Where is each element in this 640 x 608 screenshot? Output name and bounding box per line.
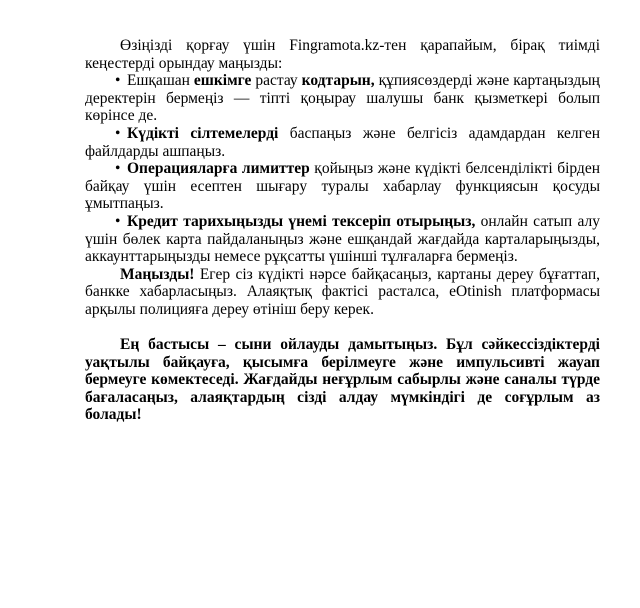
bullet-icon: • (115, 160, 121, 178)
conclusion-paragraph (85, 336, 600, 424)
text-run: құпиясөздерді және картаңыздың деректерін бермеңіз — тіпті қоңырау шалушы банк қызметкері болып көрінсе де. (85, 72, 600, 125)
text-run: растау (251, 72, 302, 90)
bullet-icon: • (115, 124, 121, 142)
text-run: Ең бастысы – сыни ойлауды дамытыңыз. Бұл сәйкессіздіктерді уақтылы байқауға, қысымға берілмеуге және импульсивті жауап бермеуге көмектеседі. Жағдайды неғұрлым сабырлы және саналы түрде бағаласаңыз, алаяқтардың сізді алдау мүмкіндігі де соғұрлым аз болады! (85, 336, 600, 424)
text-run: онлайн сатып алу үшін бөлек карта пайдаланыңыз және ешқандай жағдайда карталарыңызды, аккаунттарыңызды немесе рұқсатты үшінші тұлғаларға бермеңіз. (85, 212, 600, 266)
text-run: ешкімге (193, 72, 252, 90)
bullet-icon: • (115, 212, 121, 230)
bullet-item-credit-history (85, 213, 600, 266)
bullet-item-links (85, 125, 600, 160)
important-paragraph (85, 266, 600, 319)
bullet-item-limits (85, 160, 600, 213)
text-run: Күдікті сілтемелерді (127, 124, 279, 142)
bullet-item-codes (85, 72, 600, 125)
text-run: кодтарын, (301, 72, 375, 90)
intro-paragraph (85, 37, 600, 72)
text-run: Операцияларға лимиттер (127, 160, 310, 178)
text-run: Маңызды! (120, 265, 195, 283)
text-run: қойыңыз және күдікті белсенділікті бірден байқау үшін есептен шығару туралы хабарлау функциясын қосуды ұмытпаңыз. (85, 160, 600, 213)
text-run: Өзіңізді қорғау үшін Fingramota.kz-тен қарапайым, бірақ тиімді кеңестерді орындау маңызды: (85, 37, 600, 72)
text-run: Егер сіз күдікті нәрсе байқасаңыз, картаны дереу бұғаттап, банкке хабарласыңыз. Алаяқтық фактісі расталса, eOtinish платформасы арқылы полицияға дереу өтініш беру керек. (85, 265, 600, 318)
bullet-icon: • (115, 72, 121, 90)
document-text-block (85, 37, 600, 424)
text-run: баспаңыз және белгісіз адамдардан келген файлдарды ашпаңыз. (85, 124, 600, 160)
text-run: Ешқашан (127, 72, 194, 90)
text-run: Кредит тарихыңызды үнемі тексеріп отырыңыз, (127, 212, 476, 230)
